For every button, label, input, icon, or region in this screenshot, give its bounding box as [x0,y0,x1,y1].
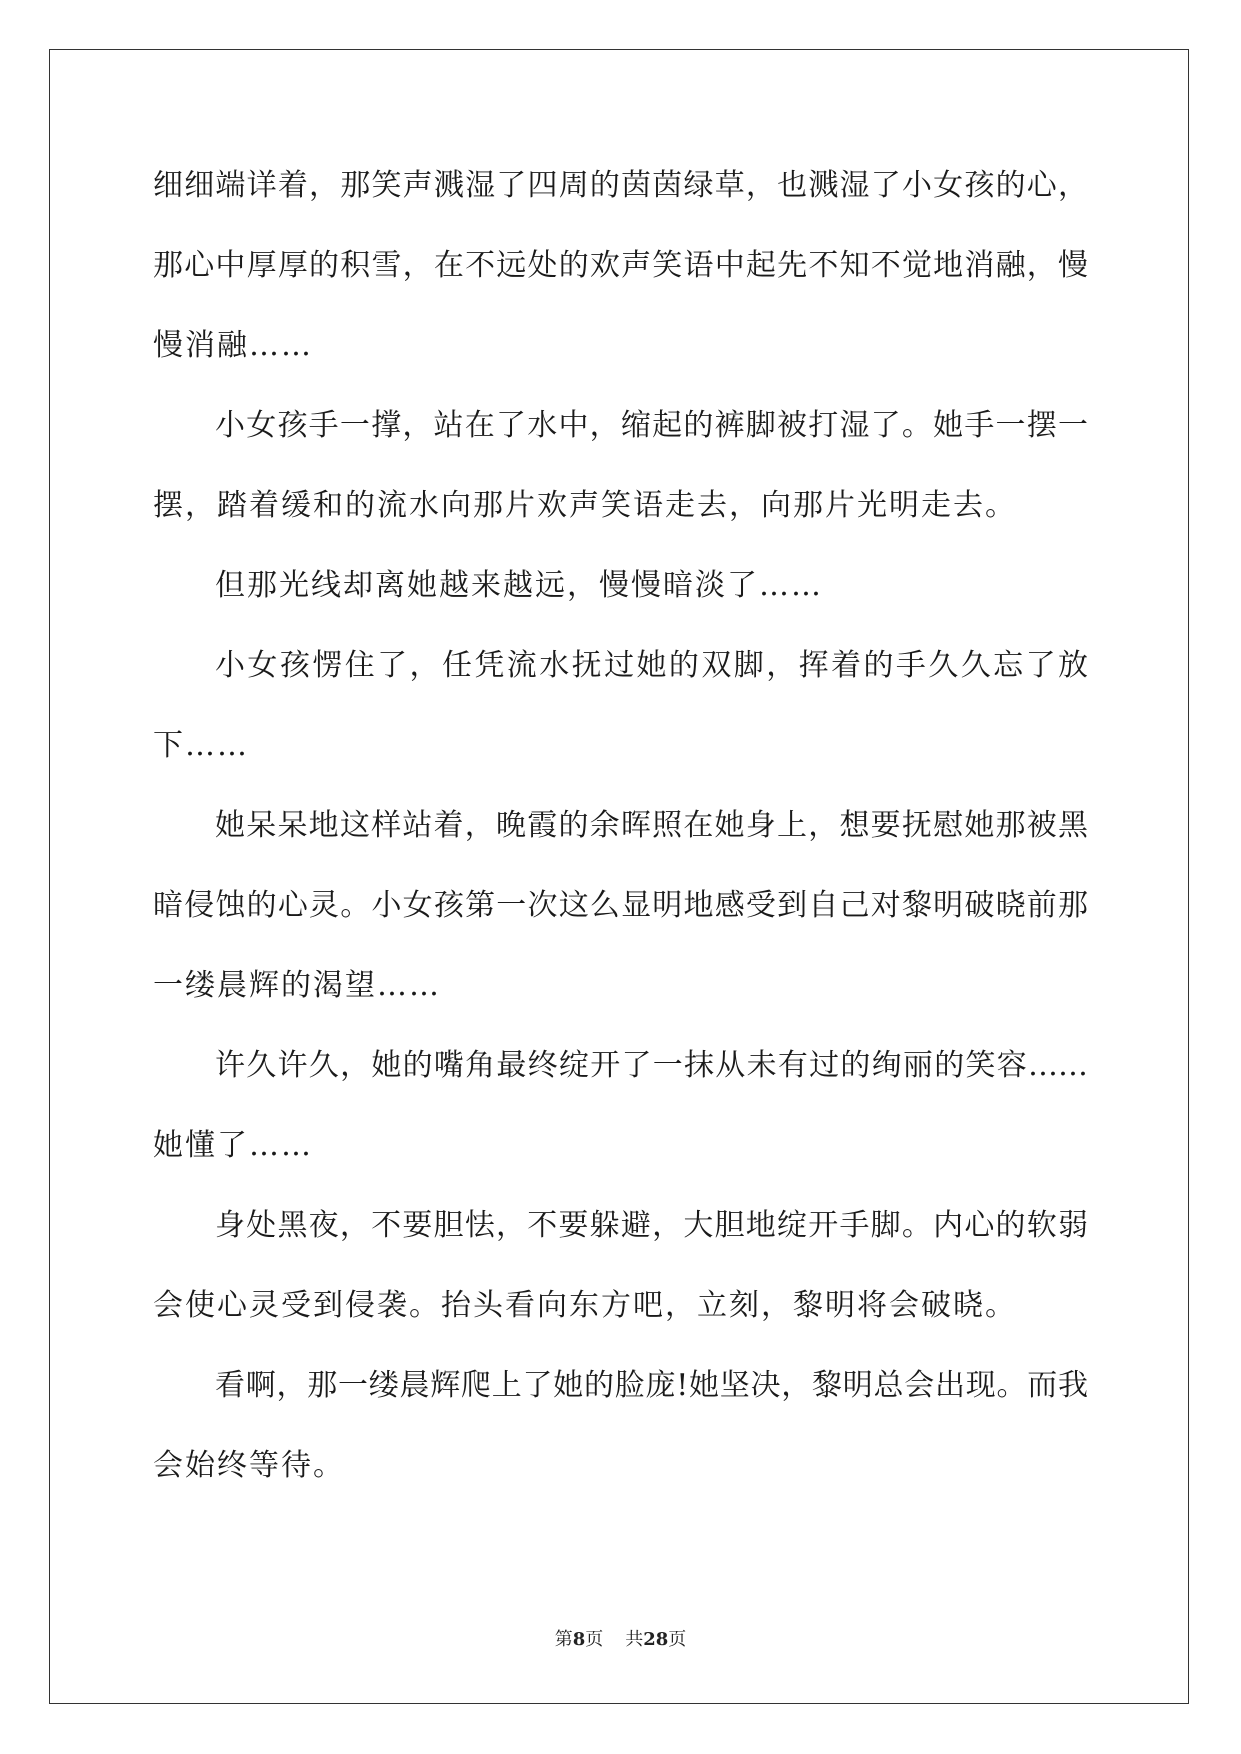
text-line: 许久许久，她的嘴角最终绽开了一抹从未有过的绚丽的笑容…… [215,1048,1088,1083]
text-line: 慢消融…… [153,328,313,363]
total-prefix: 共 [625,1629,644,1650]
page-suffix: 页 [585,1629,604,1650]
text-line: 小女孩手一撑，站在了水中，缩起的裤脚被打湿了。她手一摆一 [215,408,1088,443]
text-line: 暗侵蚀的心灵。小女孩第一次这么显明地感受到自己对黎明破晓前那 [153,888,1088,923]
text-line: 下…… [153,728,249,763]
text-line: 那心中厚厚的积雪，在不远处的欢声笑语中起先不知不觉地消融，慢 [153,248,1088,283]
total-suffix: 页 [668,1629,687,1650]
total-pages: 28 [643,1629,669,1650]
text-line: 身处黑夜，不要胆怯，不要躲避，大胆地绽开手脚。内心的软弱 [215,1208,1088,1243]
text-line: 一缕晨辉的渴望…… [153,968,441,1003]
page-prefix: 第 [554,1629,573,1650]
text-line: 但那光线却离她越来越远，慢慢暗淡了…… [215,568,823,603]
text-line: 会始终等待。 [153,1448,345,1483]
text-line: 摆，踏着缓和的流水向那片欢声笑语走去，向那片光明走去。 [153,488,1017,523]
text-line: 细细端详着，那笑声溅湿了四周的茵茵绿草，也溅湿了小女孩的心， [153,168,1088,203]
text-line: 她懂了…… [153,1128,313,1163]
text-line: 小女孩愣住了，任凭流水抚过她的双脚，挥着的手久久忘了放 [215,648,1088,683]
document-body [153,166,1088,1526]
text-line: 她呆呆地这样站着，晚霞的余晖照在她身上，想要抚慰她那被黑 [215,808,1088,843]
page-number: 8 [572,1629,586,1650]
page-footer [0,1628,1241,1652]
text-line: 会使心灵受到侵袭。抬头看向东方吧，立刻，黎明将会破晓。 [153,1288,1017,1323]
text-line: 看啊，那一缕晨辉爬上了她的脸庞!她坚决，黎明总会出现。而我 [215,1368,1088,1403]
